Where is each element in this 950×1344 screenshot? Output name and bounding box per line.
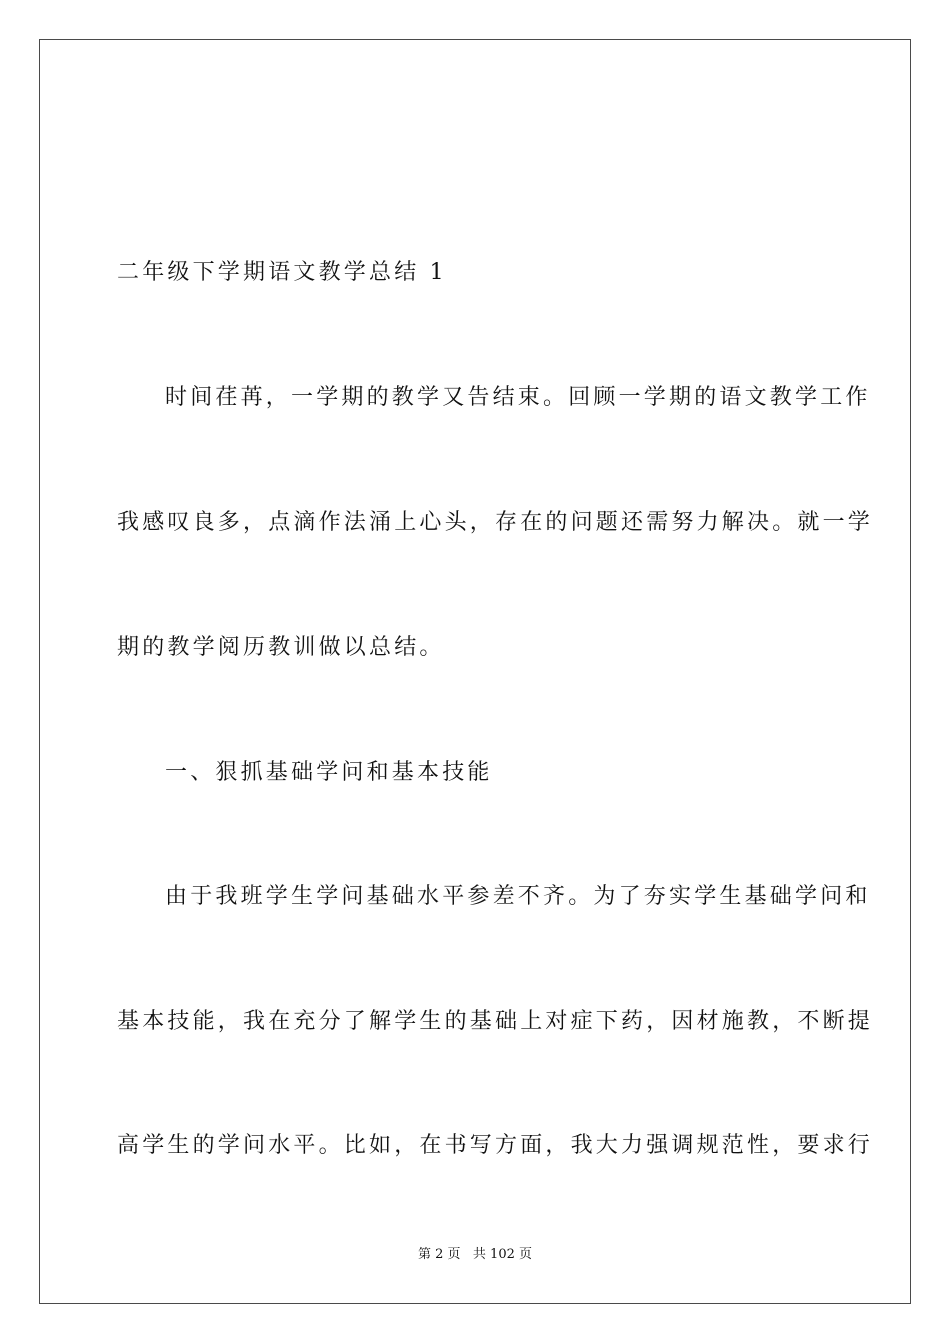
page-number-footer: 第 2 页 共 102 页 (417, 1247, 532, 1262)
page-border (39, 39, 911, 1304)
section-heading: 一、狠抓基础学问和基本技能 (165, 760, 493, 785)
document-title: 二年级下学期语文教学总结 1 (117, 260, 447, 285)
paragraph-line-2: 我感叹良多，点滴作法涌上心头，存在的问题还需努力解决。就一学 (117, 510, 874, 535)
paragraph-line-5: 基本技能，我在充分了解学生的基础上对症下药，因材施教，不断提 (117, 1009, 874, 1034)
paragraph-line-3: 期的教学阅历教训做以总结。 (117, 635, 445, 660)
paragraph-line-6: 高学生的学问水平。比如，在书写方面，我大力强调规范性，要求行 (117, 1133, 874, 1158)
paragraph-line-1: 时间荏苒，一学期的教学又告结束。回顾一学期的语文教学工作 (165, 385, 871, 410)
paragraph-line-4: 由于我班学生学问基础水平参差不齐。为了夯实学生基础学问和 (165, 884, 871, 909)
